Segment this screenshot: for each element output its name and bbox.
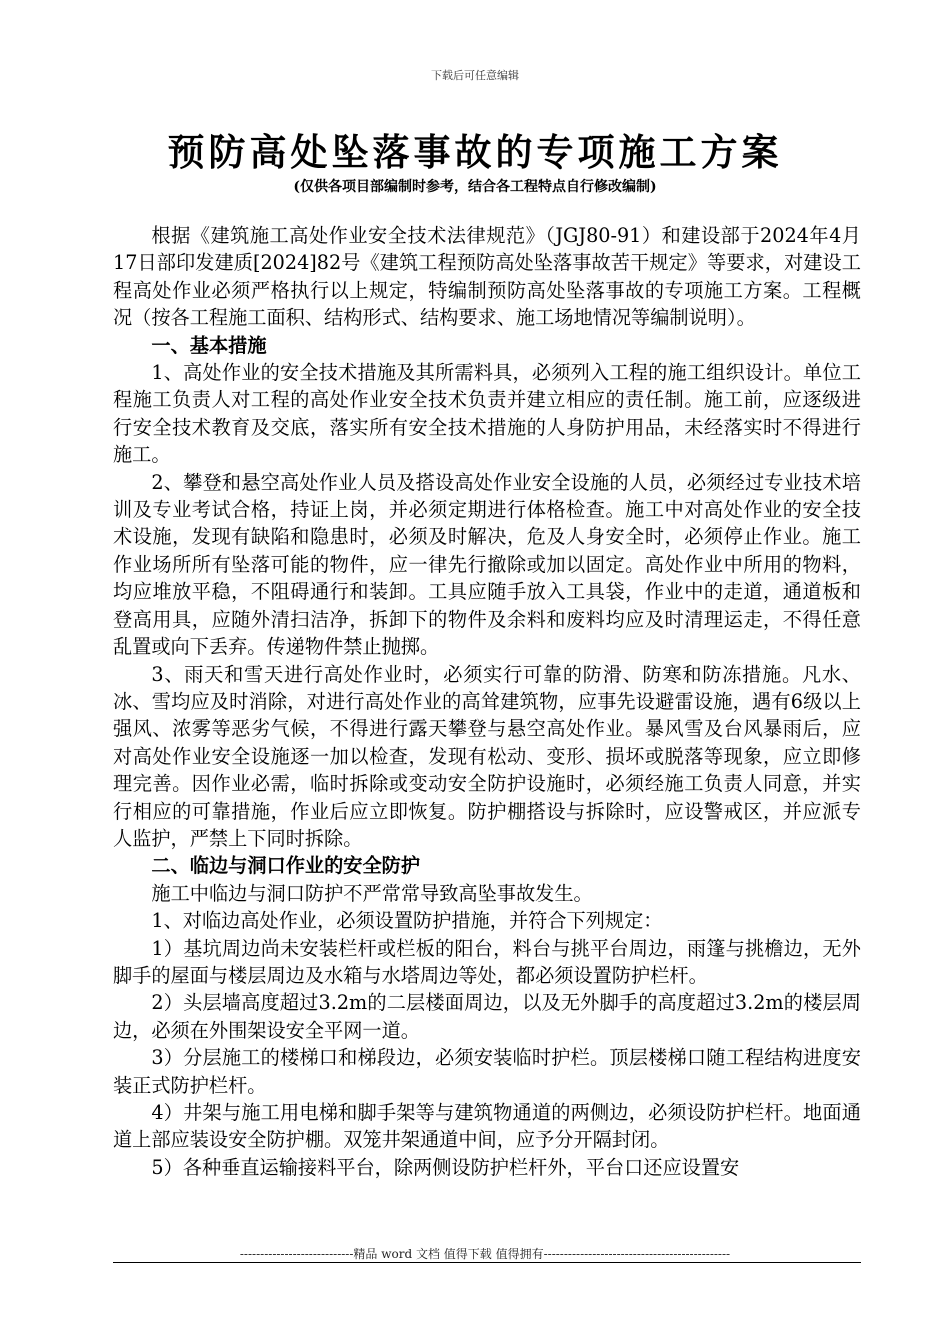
document-subtitle: (仅供各项目部编制时参考，结合各工程特点自行修改编制): [293, 179, 657, 195]
page-footer-text: ----------------------------精品 word 文档 值得下载 值得拥有----------------------------------------------: [239, 1247, 731, 1261]
document-title: 预防高处坠落事故的专项施工方案: [167, 130, 783, 174]
section-1-heading: 一、基本措施: [151, 333, 267, 357]
section-2-subitem-1: 1）基坑周边尚未安装栏杆或栏板的阳台，料台与挑平台周边，雨篷与挑檐边，无外脚手的屋面与楼层周边及水箱与水塔周边等处，都必须设置防护栏杆。: [113, 936, 861, 987]
document-body: [113, 222, 861, 1181]
section-2-subitem-5: 5）各种垂直运输接料平台，除两侧设防护栏杆外，平台口还应设置安: [151, 1155, 740, 1179]
section-2-subitem-4: 4）井架与施工用电梯和脚手架等与建筑物通道的两侧边，必须设防护栏杆。地面通道上部应装设安全防护棚。双笼井架通道中间，应予分开隔封闭。: [113, 1101, 861, 1152]
section-1-item-2: 2、攀登和悬空高处作业人员及搭设高处作业安全设施的人员，必须经过专业技术培训及专业考试合格，持证上岗，并必须定期进行体格检查。施工中对高处作业的安全技术设施，发现有缺陷和隐患时，必须及时解决，危及人身安全时，必须停止作业。施工作业场所所有坠落可能的物件，应一律先行撤除或加以固定。高处作业中所用的物料，均应堆放平稳，不阻碍通行和装卸。工具应随手放入工具袋，作业中的走道，通道板和登高用具，应随外清扫洁净，拆卸下的物件及余料和废料均应及时清理运走，不得任意乱置或向下丢弃。传递物件禁止抛掷。: [113, 470, 861, 659]
intro-paragraph: 根据《建筑施工高处作业安全技术法律规范》（JGJ80-91）和建设部于2024年4月17日部印发建质[2024]82号《建筑工程预防高处坠落事故苦干规定》等要求，对建设工程高处作业必须严格执行以上规定，特编制预防高处坠落事故的专项施工方案。工程概况（按各工程施工面积、结构形式、结构要求、施工场地情况等编制说明）。: [113, 224, 861, 330]
section-2-intro: 施工中临边与洞口防护不严常常导致高坠事故发生。: [151, 881, 593, 905]
section-2-subitem-3: 3）分层施工的楼梯口和梯段边，必须安装临时护栏。顶层楼梯口随工程结构进度安装正式防护栏杆。: [113, 1046, 861, 1097]
section-2-item-1: 1、对临边高处作业，必须设置防护措施，并符合下列规定：: [151, 909, 663, 933]
section-1-item-3: 3、雨天和雪天进行高处作业时，必须实行可靠的防滑、防寒和防冻措施。凡水、冰、雪均应及时消除，对进行高处作业的高耸建筑物，应事先设避雷设施，遇有6级以上强风、浓雾等恶劣气候，不得进行露天攀登与悬空高处作业。暴风雪及台风暴雨后，应对高处作业安全设施逐一加以检查，发现有松动、变形、损坏或脱落等现象，应立即修理完善。因作业必需，临时拆除或变动安全防护设施时，必须经施工负责人同意，并实行相应的可靠措施，作业后应立即恢复。防护棚搭设与拆除时，应设警戒区，并应派专人监护，严禁上下同时拆除。: [113, 662, 861, 850]
section-1-item-1: 1、高处作业的安全技术措施及其所需料具，必须列入工程的施工组织设计。单位工程施工负责人对工程的高处作业安全技术负责并建立相应的责任制。施工前，应逐级进行安全技术教育及交底，落实所有安全技术措施的人身防护用品，未经落实时不得进行施工。: [113, 361, 861, 467]
page-header-note: 下载后可任意编辑: [431, 69, 519, 82]
section-2-subitem-2: 2）头层墙高度超过3.2m的二层楼面周边，以及无外脚手的高度超过3.2m的楼层周边，必须在外围架设安全平网一道。: [113, 991, 861, 1042]
footer-divider: [113, 1262, 861, 1263]
section-2-heading: 二、临边与洞口作业的安全防护: [151, 854, 421, 878]
